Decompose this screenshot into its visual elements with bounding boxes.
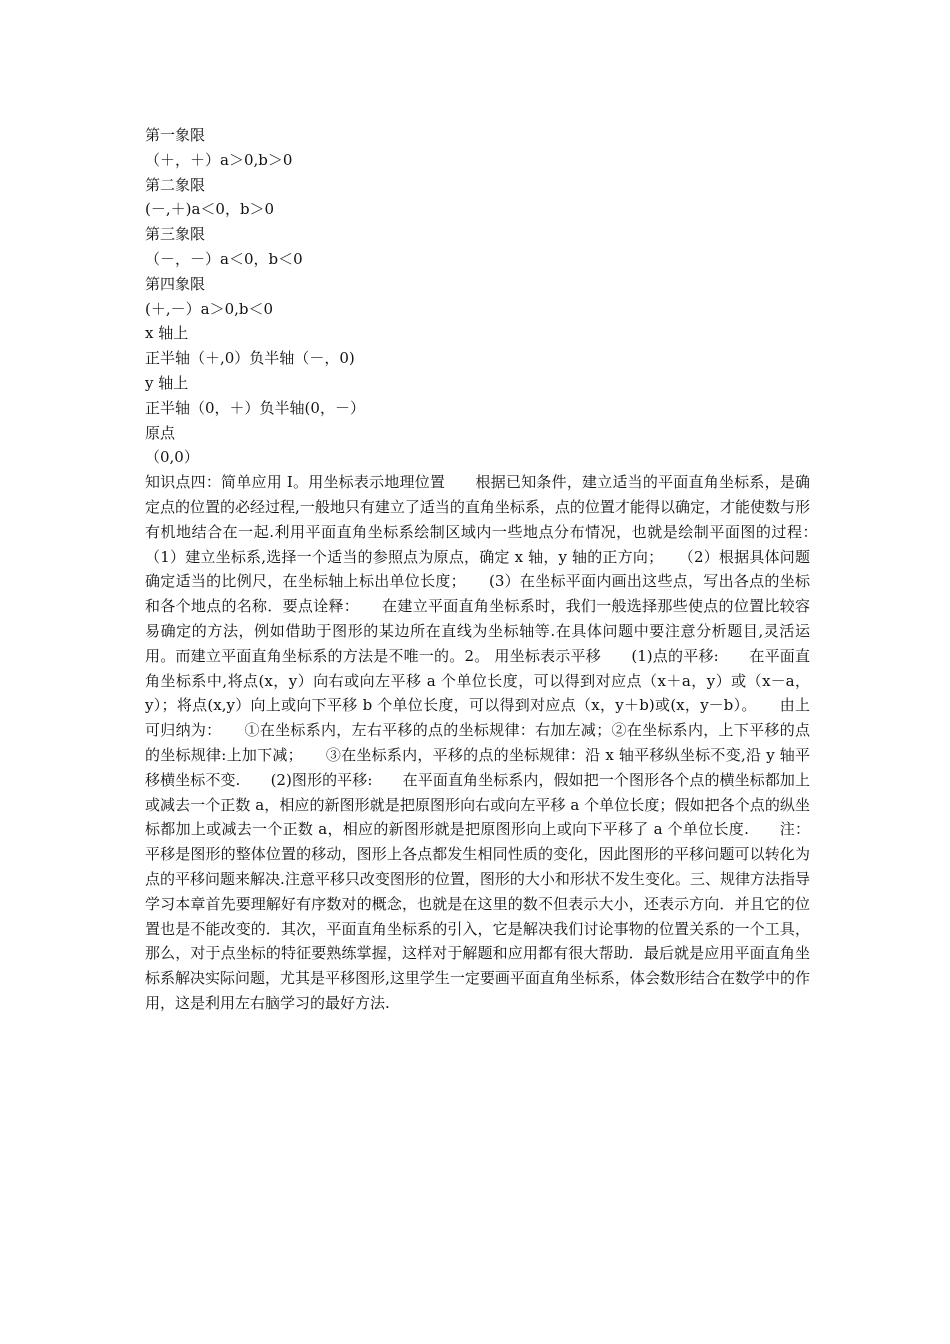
x-axis-sign: 正半轴（＋,0）负半轴（－，0) bbox=[145, 349, 355, 368]
y-axis-label: y 轴上 bbox=[145, 373, 189, 392]
quadrant-region-4: 第四象限 bbox=[145, 274, 206, 293]
body-paragraph: 知识点四：简单应用 I。用坐标表示地理位置 根据已知条件，建立适当的平面直角坐标系，是确定点的位置的必经过程,一般地只有建立了适当的直角坐标系，点的位置才能得以确定，才能使数与形有机地结合在一起.利用平面直角坐标系绘制区域内一些地点分布情况，也就是绘制平面图的过程： （1）建立坐标系,选择一个适当的参照点为原点，确定 x 轴，y 轴的正方向； （2）根据具体问题确定适当的比例尺，在坐标轴上标出单位长度； (3）在坐标平面内画出这些点，写出各点的坐标和各个地点的名称．要点诠释： 在建立平面直角坐标系时，我们一般选择那些使点的位置比较容易确定的方法，例如借助于图形的某边所在直线为坐标轴等.在具体问题中要注意分析题目,灵活运用。而建立平面直角坐标系的方法是不唯一的。2。 用坐标表示平移 (1)点的平移: 在平面直角坐标系中,将点(x，y）向右或向左平移 a 个单位长度，可以得到对应点（x＋a，y）或（x－a，y）；将点(x,y）向上或向下平移 b 个单位长度，可以得到对应点（x，y＋b)或(x，y－b）。 由上可归纳为： ①在坐标系内，左右平移的点的坐标规律：右加左减；②在坐标系内，上下平移的点的坐标规律:上加下减； ③在坐标系内，平移的点的坐标规律：沿 x 轴平移纵坐标不变,沿 y 轴平移横坐标不变. (2)图形的平移: 在平面直角坐标系内，假如把一个图形各个点的横坐标都加上或减去一个正数 a，相应的新图形就是把原图形向右或向左平移 a 个单位长度；假如把各个点的纵坐标都加上或减去一个正数 a，相应的新图形就是把原图形向上或向下平移了 a 个单位长度. 注：平移是图形的整体位置的移动，图形上各点都发生相同性质的变化，因此图形的平移问题可以转化为点的平移问题来解决.注意平移只改变图形的位置，图形的大小和形状不发生变化。三、规律方法指导 学习本章首先要理解好有序数对的概念，也就是在这里的数不但表示大小，还表示方向．并且它的位置也是不能改变的．其次，平面直角坐标系的引入，它是解决我们讨论事物的位置关系的一个工具，那么，对于点坐标的特征要熟练掌握，这样对于解题和应用都有很大帮助．最后就是应用平面直角坐标系解决实际问题，尤其是平移图形,这里学生一定要画平面直角坐标系，体会数形结合在数学中的作用，这是利用左右脑学习的最好方法. bbox=[145, 473, 841, 1012]
document-content bbox=[145, 123, 841, 1016]
origin-label: 原点 bbox=[145, 423, 176, 442]
x-axis-label: x 轴上 bbox=[145, 324, 189, 343]
quadrant-sign-3: （－，－）a＜0，b＜0 bbox=[145, 249, 303, 268]
quadrant-sign-1: （＋，＋）a＞0,b＞0 bbox=[145, 150, 293, 169]
quadrant-sign-2: (－,＋)a＜0，b＞0 bbox=[145, 200, 275, 219]
quadrant-region-3: 第三象限 bbox=[145, 225, 206, 244]
origin-sign: （0,0） bbox=[145, 448, 199, 467]
quadrant-region-2: 第二象限 bbox=[145, 175, 206, 194]
quadrant-sign-4: (＋,－）a＞0,b＜0 bbox=[145, 299, 274, 318]
y-axis-sign: 正半轴（0，＋）负半轴(0，－） bbox=[145, 398, 365, 417]
quadrant-region-1: 第一象限 bbox=[145, 126, 206, 144]
